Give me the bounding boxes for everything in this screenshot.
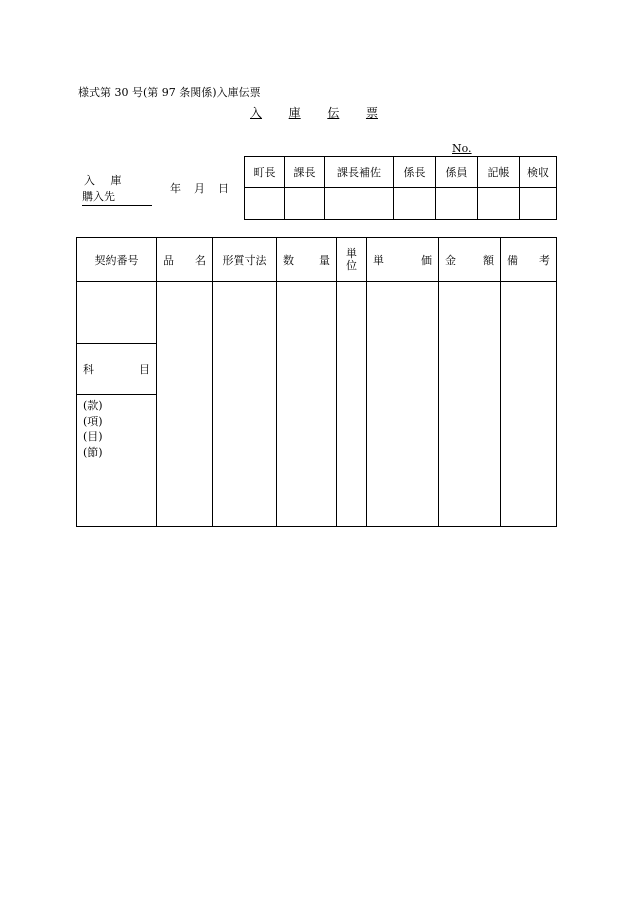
header-item-name-char: 品 [163,253,174,267]
subject-item: (節) [83,445,103,459]
header-amount-char: 額 [483,253,494,267]
subject-label-char: 目 [139,363,150,376]
quantity-column[interactable] [277,282,337,527]
approval-header-row [245,157,557,188]
header-amount [439,238,501,282]
approval-stamp-cell[interactable] [285,188,325,220]
contract-subject-column[interactable] [77,282,157,527]
approval-stamp-cell[interactable] [520,188,557,220]
header-unit-price-char: 価 [421,253,432,267]
form-title-char: 庫 [288,106,301,120]
header-quantity-char: 数 [283,253,294,267]
subject-item-list [83,398,103,460]
header-unit-price [367,238,439,282]
form-number-label: 様式第 30 号(第 97 条関係)入庫伝票 [78,86,261,99]
approval-stamp-table [244,156,557,220]
receipt-label: 入 庫 [84,174,128,187]
unit-column[interactable] [337,282,367,527]
remarks-column[interactable] [501,282,557,527]
detail-body-row [77,282,557,527]
approval-stamp-cell[interactable] [245,188,285,220]
form-title-char: 伝 [327,106,340,120]
subject-item: (款) [83,399,103,412]
header-item-name-char: 名 [195,253,206,267]
approval-stamp-cell[interactable] [394,188,436,220]
approval-stamp-cell[interactable] [325,188,394,220]
subject-label-char: 科 [83,363,94,376]
header-remarks [501,238,557,282]
header-shape-size [213,238,277,282]
subject-item: (項) [83,414,103,428]
supplier-label: 購入先 [82,188,152,206]
approval-header-deputy-chief: 課長補佐 [325,157,394,188]
shape-size-column[interactable] [213,282,277,527]
detail-table [76,237,557,527]
approval-header-section-chief: 課長 [285,157,325,188]
amount-column[interactable] [439,282,501,527]
header-item-name [157,238,213,282]
header-amount-char: 金 [445,253,456,267]
header-remarks-char: 考 [539,253,550,267]
document-number-label: No. [452,142,472,155]
approval-stamp-row [245,188,557,220]
item-name-column[interactable] [157,282,213,527]
approval-header-bookkeeping: 記帳 [478,157,520,188]
header-contract-number [77,238,157,282]
header-quantity-char: 量 [319,253,330,267]
header-unit-price-char: 単 [373,253,384,267]
approval-stamp-cell[interactable] [436,188,478,220]
form-title [250,104,378,121]
approval-header-staff: 係員 [436,157,478,188]
approval-header-mayor: 町長 [245,157,285,188]
subject-item: (目) [83,430,103,443]
header-shape-size-label: 形質寸法 [222,253,267,267]
approval-header-inspection: 検収 [520,157,557,188]
date-label: 年 月 日 [170,182,230,195]
detail-header-row [77,238,557,282]
header-quantity [277,238,337,282]
header-contract-number-label: 契約番号 [94,253,139,267]
approval-stamp-cell[interactable] [478,188,520,220]
header-remarks-char: 備 [507,253,518,267]
unit-price-column[interactable] [367,282,439,527]
approval-header-subsection-chief: 係長 [394,157,436,188]
header-unit-char: 単 [346,246,357,260]
header-unit-char: 位 [346,258,357,272]
header-unit [337,238,367,282]
subject-label-box [77,343,156,395]
form-title-char: 票 [365,106,378,120]
form-title-char: 入 [250,106,263,120]
